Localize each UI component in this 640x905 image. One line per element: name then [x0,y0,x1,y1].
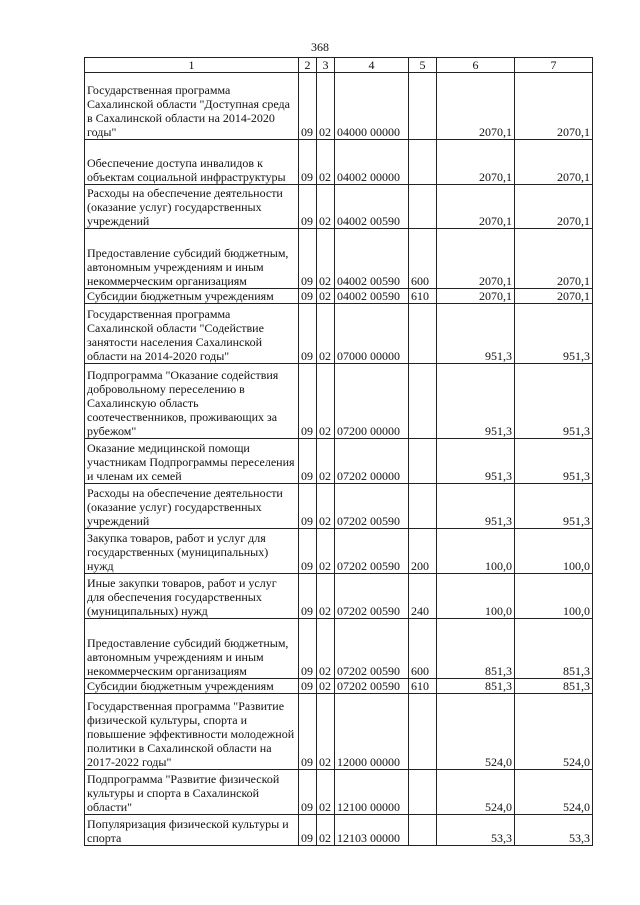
row-amount-col7: 2070,1 [515,73,593,140]
row-section: 09 [299,229,317,289]
row-name: Подпрограмма "Развитие физической культуры и спорта в Сахалинской области" [85,770,299,815]
row-amount-col7: 100,0 [515,529,593,574]
row-amount-col7: 2070,1 [515,289,593,304]
row-target-article: 07000 00000 [335,304,409,364]
table-row [85,185,593,229]
row-expense-type: 240 [409,574,437,619]
row-amount-col7: 2070,1 [515,229,593,289]
row-amount-col7: 2070,1 [515,185,593,229]
row-amount-col6: 951,3 [437,484,515,529]
row-name: Государственная программа "Развитие физической культуры, спорта и повышение эффективности молодежной политики в Сахалинской области на 2017-2022 годы" [85,694,299,770]
row-subsection: 02 [317,574,335,619]
row-section: 09 [299,484,317,529]
row-amount-col7: 851,3 [515,619,593,679]
row-expense-type [409,484,437,529]
row-section: 09 [299,439,317,484]
row-amount-col7: 851,3 [515,679,593,694]
table-row [85,73,593,140]
row-subsection: 02 [317,73,335,140]
row-target-article: 12000 00000 [335,694,409,770]
row-section: 09 [299,289,317,304]
table-row [85,619,593,679]
column-header-2: 2 [299,58,317,73]
column-header-7: 7 [515,58,593,73]
row-subsection: 02 [317,619,335,679]
row-section: 09 [299,185,317,229]
row-target-article: 04000 00000 [335,73,409,140]
row-amount-col6: 2070,1 [437,229,515,289]
row-section: 09 [299,364,317,439]
row-amount-col6: 524,0 [437,770,515,815]
header-row [85,58,593,73]
row-expense-type: 600 [409,229,437,289]
table-row [85,140,593,185]
table-row [85,439,593,484]
table-row [85,529,593,574]
row-expense-type [409,304,437,364]
row-section: 09 [299,304,317,364]
row-target-article: 12100 00000 [335,770,409,815]
budget-table [84,57,593,846]
row-amount-col7: 524,0 [515,694,593,770]
row-amount-col6: 524,0 [437,694,515,770]
row-target-article: 04002 00590 [335,185,409,229]
row-name: Расходы на обеспечение деятельности (оказание услуг) государственных учреждений [85,185,299,229]
row-amount-col6: 851,3 [437,679,515,694]
page-number: 368 [311,40,329,54]
table-row [85,770,593,815]
column-header-5: 5 [409,58,437,73]
row-name: Расходы на обеспечение деятельности (оказание услуг) государственных учреждений [85,484,299,529]
row-amount-col6: 2070,1 [437,73,515,140]
row-amount-col7: 951,3 [515,439,593,484]
row-name: Субсидии бюджетным учреждениям [85,289,299,304]
row-target-article: 07202 00590 [335,574,409,619]
row-amount-col7: 2070,1 [515,140,593,185]
row-amount-col6: 2070,1 [437,289,515,304]
table-row [85,304,593,364]
table-row [85,815,593,846]
row-subsection: 02 [317,815,335,846]
row-target-article: 04002 00590 [335,289,409,304]
row-expense-type [409,815,437,846]
row-name: Иные закупки товаров, работ и услуг для обеспечения государственных (муниципальных) нужд [85,574,299,619]
row-target-article: 07202 00590 [335,484,409,529]
row-expense-type [409,73,437,140]
row-target-article: 07202 00590 [335,619,409,679]
row-target-article: 07202 00000 [335,439,409,484]
row-section: 09 [299,529,317,574]
column-header-4: 4 [335,58,409,73]
row-expense-type [409,140,437,185]
row-name: Государственная программа Сахалинской области "Содействие занятости населения Сахалинской области на 2014-2020 годы" [85,304,299,364]
row-amount-col6: 951,3 [437,364,515,439]
row-target-article: 07202 00590 [335,529,409,574]
row-subsection: 02 [317,679,335,694]
row-section: 09 [299,679,317,694]
row-name: Государственная программа Сахалинской области "Доступная среда в Сахалинской области на 2014-2020 годы" [85,73,299,140]
row-expense-type: 200 [409,529,437,574]
row-amount-col6: 53,3 [437,815,515,846]
row-subsection: 02 [317,770,335,815]
row-section: 09 [299,694,317,770]
row-target-article: 04002 00000 [335,140,409,185]
table-body [85,73,593,846]
row-section: 09 [299,140,317,185]
column-header-1: 1 [85,58,299,73]
row-amount-col6: 2070,1 [437,140,515,185]
row-name: Подпрограмма "Оказание содействия добровольному переселению в Сахалинскую область соотечественников, проживающих за рубежом" [85,364,299,439]
row-expense-type [409,439,437,484]
row-target-article: 07202 00590 [335,679,409,694]
table-row [85,694,593,770]
row-section: 09 [299,815,317,846]
row-target-article: 04002 00590 [335,229,409,289]
row-subsection: 02 [317,364,335,439]
row-expense-type: 610 [409,679,437,694]
row-amount-col7: 53,3 [515,815,593,846]
row-expense-type [409,185,437,229]
table-row [85,574,593,619]
row-subsection: 02 [317,185,335,229]
row-subsection: 02 [317,304,335,364]
row-expense-type [409,770,437,815]
row-name: Предоставление субсидий бюджетным, автономным учреждениям и иным некоммерческим организациям [85,229,299,289]
row-name: Обеспечение доступа инвалидов к объектам социальной инфраструктуры [85,140,299,185]
row-name: Популяризация физической культуры и спорта [85,815,299,846]
row-subsection: 02 [317,484,335,529]
row-section: 09 [299,574,317,619]
row-subsection: 02 [317,694,335,770]
row-amount-col7: 951,3 [515,304,593,364]
row-amount-col6: 2070,1 [437,185,515,229]
row-target-article: 07200 00000 [335,364,409,439]
row-subsection: 02 [317,529,335,574]
row-section: 09 [299,619,317,679]
row-expense-type: 610 [409,289,437,304]
row-name: Оказание медицинской помощи участникам Подпрограммы переселения и членам их семей [85,439,299,484]
row-target-article: 12103 00000 [335,815,409,846]
row-amount-col7: 951,3 [515,484,593,529]
row-subsection: 02 [317,140,335,185]
row-amount-col6: 100,0 [437,529,515,574]
table-row [85,229,593,289]
row-amount-col6: 951,3 [437,439,515,484]
row-name: Закупка товаров, работ и услуг для государственных (муниципальных) нужд [85,529,299,574]
row-amount-col6: 851,3 [437,619,515,679]
row-expense-type [409,364,437,439]
column-header-3: 3 [317,58,335,73]
table-row [85,364,593,439]
row-expense-type [409,694,437,770]
row-subsection: 02 [317,229,335,289]
row-amount-col6: 951,3 [437,304,515,364]
row-name: Предоставление субсидий бюджетным, автономным учреждениям и иным некоммерческим организациям [85,619,299,679]
row-amount-col7: 100,0 [515,574,593,619]
row-amount-col7: 951,3 [515,364,593,439]
row-amount-col6: 100,0 [437,574,515,619]
row-amount-col7: 524,0 [515,770,593,815]
table-row [85,679,593,694]
table-row [85,484,593,529]
row-expense-type: 600 [409,619,437,679]
row-section: 09 [299,770,317,815]
row-name: Субсидии бюджетным учреждениям [85,679,299,694]
row-subsection: 02 [317,439,335,484]
row-section: 09 [299,73,317,140]
row-subsection: 02 [317,289,335,304]
table-row [85,289,593,304]
column-header-6: 6 [437,58,515,73]
